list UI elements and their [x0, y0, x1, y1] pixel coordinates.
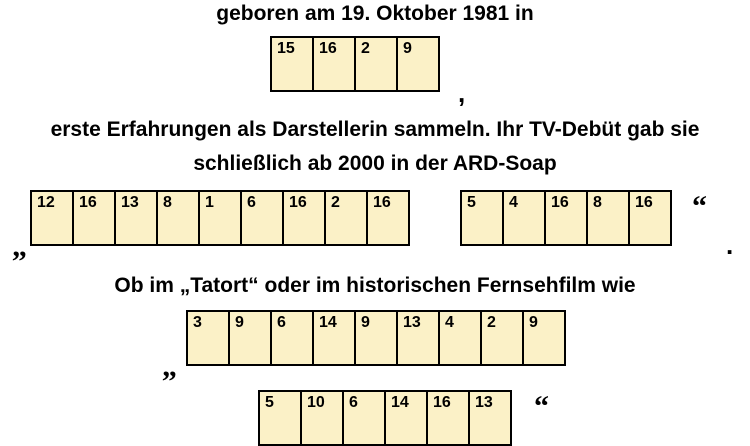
grid-row-4	[258, 390, 510, 446]
grid-cell[interactable]	[426, 390, 470, 446]
grid-row-1	[270, 36, 438, 92]
grid-cell[interactable]	[396, 36, 440, 92]
grid-cell-number: 9	[529, 314, 538, 331]
grid-cell[interactable]	[502, 190, 546, 246]
grid-cell[interactable]	[324, 190, 368, 246]
grid-cell[interactable]	[186, 310, 230, 366]
grid-cell[interactable]	[522, 310, 566, 366]
prose-line-4: Ob im „Tatort“ oder im historischen Fernsehfilm wie	[114, 274, 636, 297]
grid-cell-number: 9	[361, 314, 370, 331]
grid-cell[interactable]	[342, 390, 386, 446]
grid-cell[interactable]	[312, 36, 356, 92]
grid-cell-number: 2	[331, 194, 340, 211]
grid-cell-number: 1	[205, 194, 214, 211]
grid-cell[interactable]	[396, 310, 440, 366]
grid-cell[interactable]	[198, 190, 242, 246]
grid-cell-number: 2	[361, 40, 370, 57]
grid-cell-number: 12	[37, 194, 55, 211]
grid-row-2b	[460, 190, 670, 246]
grid-cell[interactable]	[628, 190, 672, 246]
grid-cell-number: 2	[487, 314, 496, 331]
grid-cell[interactable]	[270, 36, 314, 92]
grid-cell[interactable]	[354, 36, 398, 92]
grid-row-2a	[30, 190, 408, 246]
grid-cell[interactable]	[586, 190, 630, 246]
grid-cell[interactable]	[384, 390, 428, 446]
grid-cell-number: 10	[307, 394, 325, 411]
grid-row-3	[186, 310, 564, 366]
grid-cell-number: 16	[433, 394, 451, 411]
grid-cell-number: 16	[289, 194, 307, 211]
grid-cell[interactable]	[282, 190, 326, 246]
prose-line-1: geboren am 19. Oktober 1981 in	[216, 2, 534, 25]
grid-cell-number: 16	[373, 194, 391, 211]
grid-cell-number: 9	[403, 40, 412, 57]
grid-cell[interactable]	[312, 310, 356, 366]
grid-cell[interactable]	[156, 190, 200, 246]
grid-cell[interactable]	[354, 310, 398, 366]
grid-cell[interactable]	[468, 390, 512, 446]
grid-cell-number: 3	[193, 314, 202, 331]
grid-cell-number: 13	[403, 314, 421, 331]
grid-cell[interactable]	[30, 190, 74, 246]
grid-cell-number: 14	[391, 394, 409, 411]
grid-cell-number: 14	[319, 314, 337, 331]
grid-cell-number: 6	[247, 194, 256, 211]
grid-cell-number: 5	[265, 394, 274, 411]
grid-cell-number: 16	[319, 40, 337, 57]
close-quote-row-4: “	[534, 390, 549, 423]
grid-cell[interactable]	[72, 190, 116, 246]
prose-line-2: erste Erfahrungen als Darstellerin sammeln. Ihr TV-Debüt gab sie	[50, 118, 700, 141]
grid-cell[interactable]	[240, 190, 284, 246]
grid-cell-number: 8	[163, 194, 172, 211]
comma-after-row-1: ,	[458, 78, 466, 108]
grid-cell[interactable]	[438, 310, 482, 366]
grid-cell[interactable]	[114, 190, 158, 246]
grid-cell[interactable]	[270, 310, 314, 366]
grid-cell-number: 16	[551, 194, 569, 211]
grid-cell[interactable]	[460, 190, 504, 246]
grid-cell-number: 4	[445, 314, 454, 331]
grid-cell-number: 6	[349, 394, 358, 411]
close-quote-row-2: “	[692, 190, 707, 223]
grid-cell[interactable]	[300, 390, 344, 446]
grid-cell[interactable]	[480, 310, 524, 366]
open-quote-row-2: „	[12, 230, 27, 263]
prose-line-3: schließlich ab 2000 in der ARD-Soap	[193, 152, 557, 175]
grid-cell[interactable]	[258, 390, 302, 446]
open-quote-row-3: „	[162, 350, 177, 383]
grid-cell-number: 4	[509, 194, 518, 211]
grid-cell[interactable]	[366, 190, 410, 246]
grid-cell[interactable]	[228, 310, 272, 366]
grid-cell-number: 13	[121, 194, 139, 211]
grid-cell-number: 8	[593, 194, 602, 211]
period-row-2: .	[726, 230, 734, 260]
grid-cell-number: 6	[277, 314, 286, 331]
grid-cell-number: 16	[79, 194, 97, 211]
grid-cell-number: 15	[277, 40, 295, 57]
grid-cell-number: 13	[475, 394, 493, 411]
grid-cell-number: 5	[467, 194, 476, 211]
grid-cell-number: 16	[635, 194, 653, 211]
grid-cell[interactable]	[544, 190, 588, 246]
grid-cell-number: 9	[235, 314, 244, 331]
